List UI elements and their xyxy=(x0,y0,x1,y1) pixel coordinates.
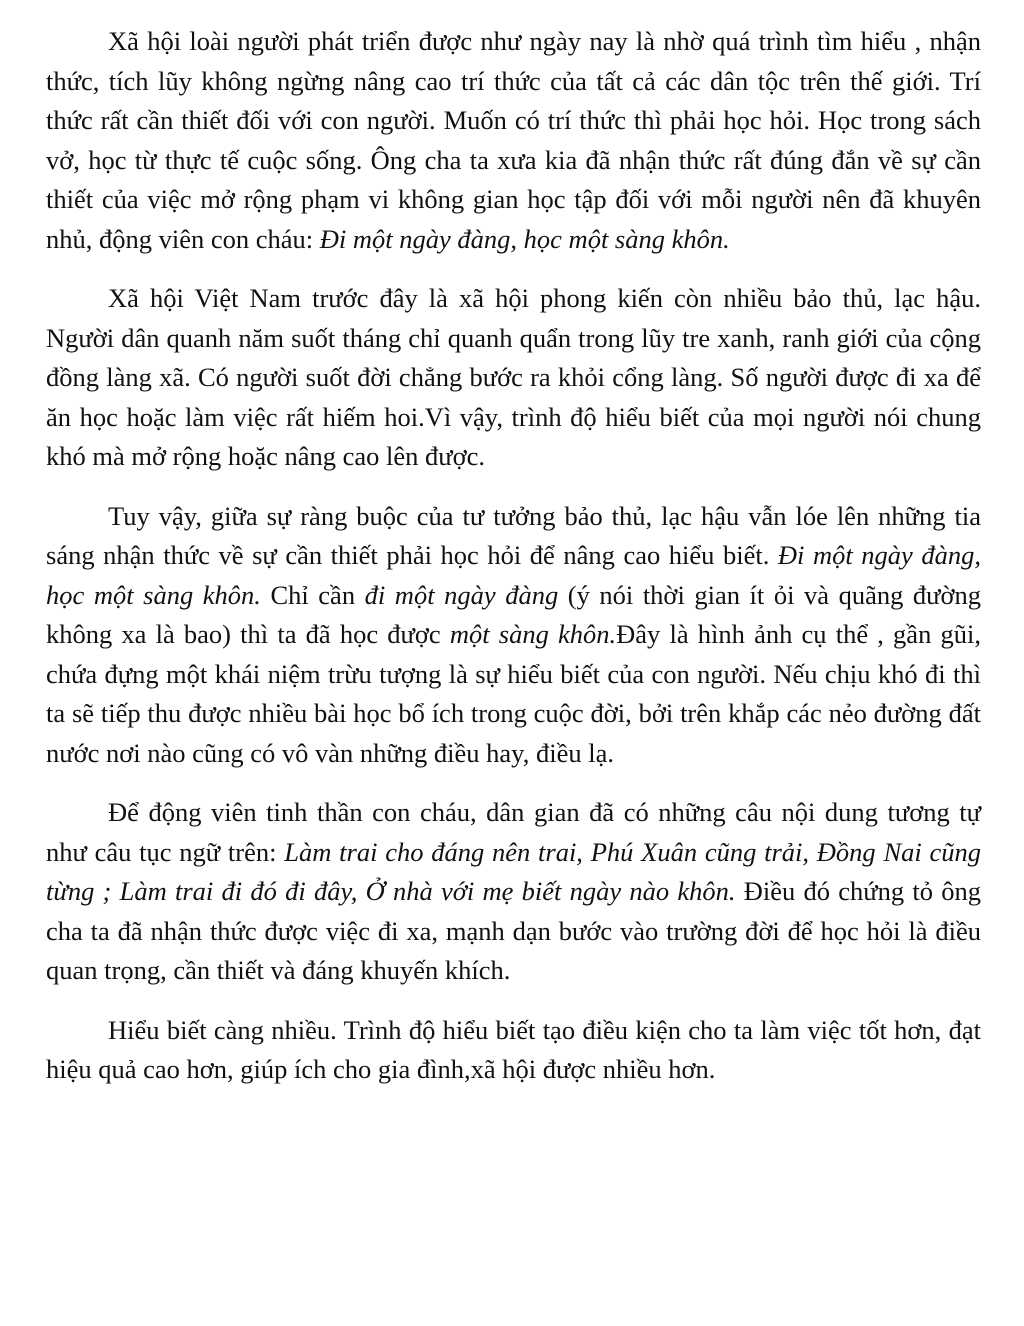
paragraph-1 xyxy=(46,22,981,259)
document-page xyxy=(46,22,981,1090)
proverb-fragment: một sàng khôn. xyxy=(449,619,617,649)
text-segment: Đây là hình ảnh cụ thể , gần gũi, chứa đựng một khái niệm trừu tượng là sự hiểu biết của con người. Nếu chịu khó đi thì ta sẽ tiếp thu được nhiều bài học bổ ích trong cuộc đời, bởi trên khắp các nẻo đường đất nước nơi nào cũng có vô vàn những điều hay, điều lạ. xyxy=(46,619,981,768)
text-segment: Để động viên tinh thần con cháu, dân gian đã có những câu nội dung tương tự như câu tục ngữ trên: xyxy=(46,797,981,867)
text-segment: Hiểu biết càng nhiều. Trình độ hiểu biết tạo điều kiện cho ta làm việc tốt hơn, đạt hiệu quả cao hơn, giúp ích cho gia đình,xã hội được nhiều hơn. xyxy=(46,1014,981,1084)
text-segment: Chỉ cần xyxy=(260,579,365,610)
text-segment: Tuy vậy, giữa sự ràng buộc của tư tưởng bảo thủ, lạc hậu vẫn lóe lên những tia sáng nhận thức về sự cần thiết phải học hỏi để nâng cao hiểu biết. xyxy=(46,500,981,570)
proverb-fragment: đi một ngày đàng xyxy=(364,579,559,610)
paragraph-5 xyxy=(46,1011,981,1090)
paragraph-3 xyxy=(46,497,981,774)
text-segment: (ý nói thời gian ít ỏi và quãng đường không xa là bao) thì ta đã học được xyxy=(46,579,982,649)
text-segment: Điều đó chứng tỏ ông cha ta đã nhận thức được việc đi xa, mạnh dạn bước vào trường đời để học hỏi là điều quan trọng, cần thiết và đáng khuyến khích. xyxy=(46,876,981,985)
text-segment: Xã hội loài người phát triển được như ngày nay là nhờ quá trình tìm hiểu , nhận thức, tích lũy không ngừng nâng cao trí thức của tất cả các dân tộc trên thế giới. Trí thức rất cần thiết đối với con người. Muốn có trí thức thì phải học hỏi. Học trong sách vở, học từ thực tế cuộc sống. Ông cha ta xưa kia đã nhận thức rất đúng đắn về sự cần thiết của việc mở rộng phạm vi không gian học tập đối với mỗi người nên đã khuyên nhủ, động viên con cháu: xyxy=(46,26,981,254)
paragraph-2 xyxy=(46,279,981,477)
proverb-text: Đi một ngày đàng, học một sàng khôn. xyxy=(319,223,730,254)
quoted-sayings: Làm trai cho đáng nên trai, Phú Xuân cũng trải, Đồng Nai cũng từng ; Làm trai đi đó đi đây, Ở nhà với mẹ biết ngày nào khôn. xyxy=(46,836,982,906)
paragraph-4 xyxy=(46,793,981,991)
text-segment: Xã hội Việt Nam trước đây là xã hội phong kiến còn nhiều bảo thủ, lạc hậu. Người dân quanh năm suốt tháng chỉ quanh quẩn trong lũy tre xanh, ranh giới của cộng đồng làng xã. Có người suốt đời chẳng bước ra khỏi cổng làng. Số người được đi xa để ăn học hoặc làm việc rất hiếm hoi.Vì vậy, trình độ hiểu biết của mọi người nói chung khó mà mở rộng hoặc nâng cao lên được. xyxy=(46,283,981,471)
proverb-text: Đi một ngày đàng, học một sàng khôn. xyxy=(46,540,982,610)
